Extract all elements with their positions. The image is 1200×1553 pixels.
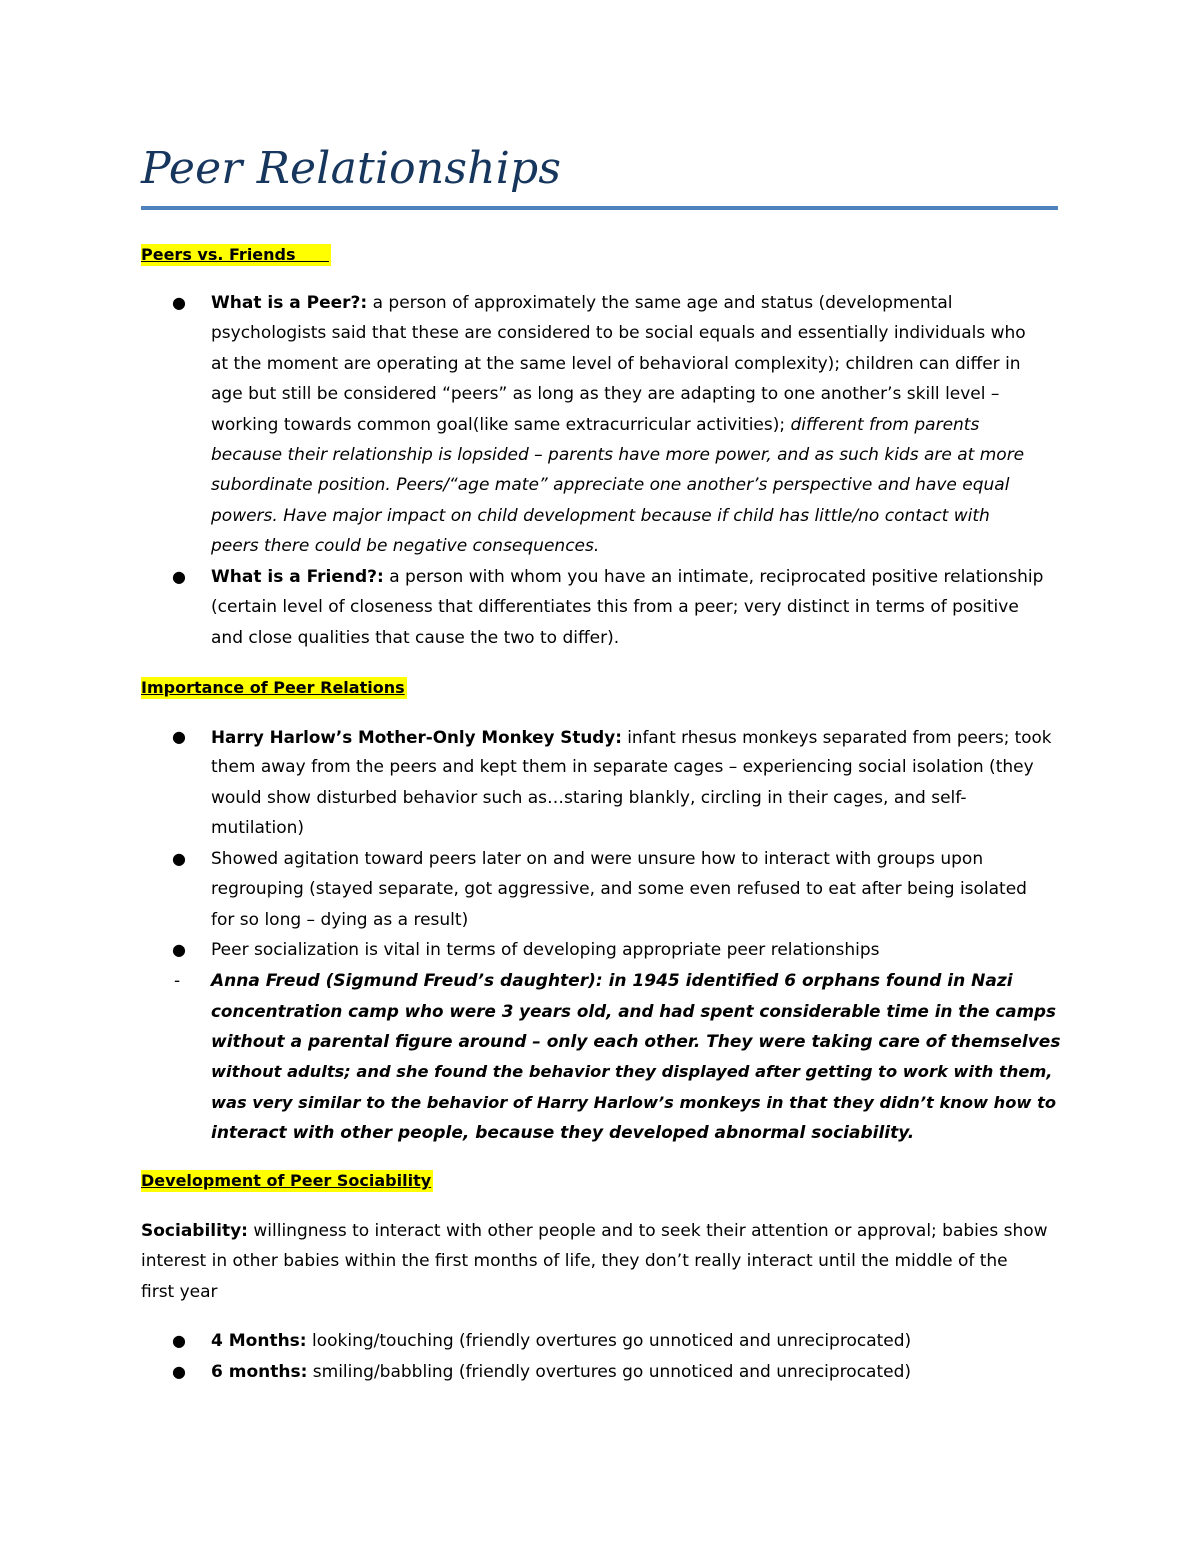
- bullet-icon: ●: [172, 567, 186, 586]
- term-label: Sociability:: [141, 1221, 248, 1241]
- bullet-icon: ●: [172, 849, 186, 868]
- heading-development-of-peer-sociability: Development of Peer Sociability: [141, 1171, 432, 1190]
- bullet-icon: ●: [172, 1331, 186, 1350]
- list-item-harlow-study: Harry Harlow’s Mother-Only Monkey Study: infant rhesus monkeys separated from peers; took them away from the peers and kept them in separate cages – experiencing social isolation (they would show disturbed behavior such as…staring blankly, circling in their cages, and self- mutilation): [211, 727, 1052, 839]
- term-label: What is a Friend?:: [211, 567, 384, 587]
- bullet-icon: ●: [172, 940, 186, 959]
- term-label: 6 months:: [211, 1362, 308, 1382]
- term-label: 4 Months:: [211, 1331, 307, 1351]
- list-item-peer-definition: What is a Peer?: a person of approximately the same age and status (developmental psychologists said that these are considered to be social equals and essentially individuals who at the moment are operating at the same level of behavioral complexity); children can differ in age but still be considered “peers” as long as they are adapting to one another’s skill level – working towards common goal(like same extracurricular activities); different from parents because their relationship is lopsided – parents have more power, and as such kids are at more subordinate position. Peers/“age mate” appreciate one another’s perspective and have equal powers. Have major impact on child development because if child has little/no contact with peers there could be negative consequences.: [211, 293, 1026, 557]
- dash-marker: -: [174, 971, 181, 991]
- list-item-anna-freud: Anna Freud (Sigmund Freud’s daughter): in 1945 identified 6 orphans found in Nazi concentration camp who were 3 years old, and had spent considerable time in the camps without a parental figure around – only each other. They were taking care of themselves without adults; and she found the behavior they displayed after getting to work with them, was very similar to the behavior of Harry Harlow’s monkeys in that they didn’t know how to interact with other people, because they developed abnormal sociability.: [211, 971, 1061, 1144]
- list-item-socialization: Peer socialization is vital in terms of developing appropriate peer relationships: [211, 940, 880, 960]
- paragraph-sociability: Sociability: willingness to interact with other people and to seek their attention or approval; babies show interest in other babies within the first months of life, they don’t really interact until the middle of the first year: [141, 1221, 1048, 1302]
- list-item-agitation: Showed agitation toward peers later on and were unsure how to interact with groups upon regrouping (stayed separate, got aggressive, and some even refused to eat after being isolated for so long – dying as a result): [211, 849, 1027, 930]
- bullet-icon: ●: [172, 293, 186, 312]
- term-label: Harry Harlow’s Mother-Only Monkey Study:: [211, 727, 622, 747]
- bullet-icon: ●: [172, 1362, 186, 1381]
- bullet-icon: ●: [172, 727, 186, 746]
- list-item-4-months: 4 Months: looking/touching (friendly overtures go unnoticed and unreciprocated): [211, 1331, 912, 1351]
- heading-peers-vs-friends: Peers vs. Friends: [141, 244, 331, 266]
- list-item-6-months: 6 months: smiling/babbling (friendly overtures go unnoticed and unreciprocated): [211, 1362, 912, 1382]
- title-underline-rule: [141, 206, 1058, 210]
- document-title: Peer Relationships: [141, 143, 562, 194]
- list-item-friend-definition: What is a Friend?: a person with whom you have an intimate, reciprocated positive relationship (certain level of closeness that differentiates this from a peer; very distinct in terms of positive and close qualities that cause the two to differ).: [211, 567, 1044, 648]
- heading-importance-of-peer-relations: Importance of Peer Relations: [141, 678, 405, 697]
- term-label: What is a Peer?:: [211, 293, 368, 313]
